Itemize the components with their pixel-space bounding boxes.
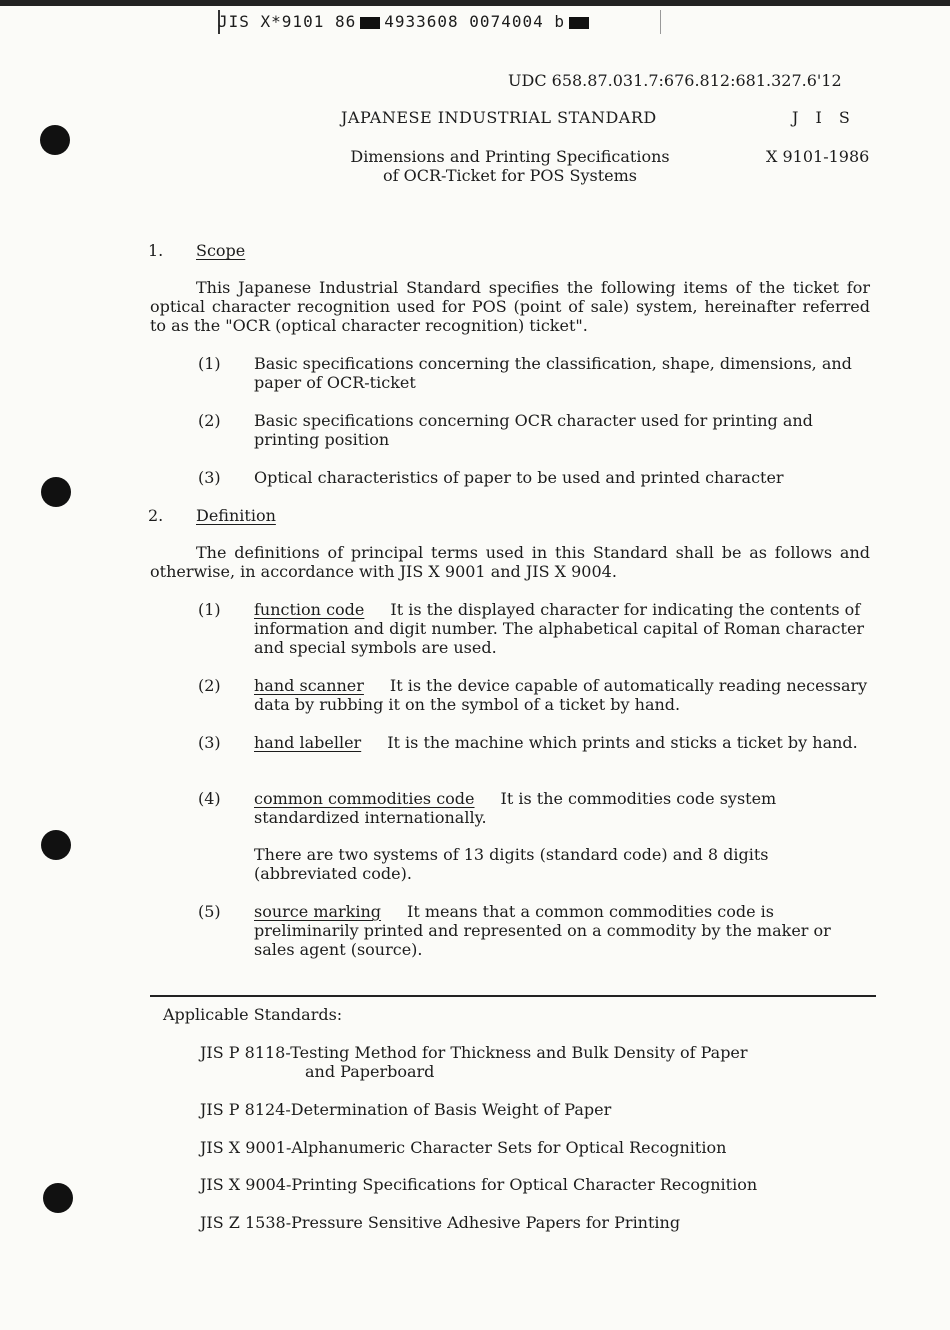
- definition-term: function code: [254, 600, 365, 619]
- section-2-heading: Definition: [196, 506, 276, 525]
- document-title: [330, 147, 690, 185]
- definition-item-number: (5): [198, 902, 221, 921]
- definition-item-number: (2): [198, 676, 221, 695]
- applicable-standards-title: Applicable Standards:: [163, 1005, 343, 1024]
- document-title-line2: of OCR-Ticket for POS Systems: [382, 166, 638, 185]
- barcode-block-icon: [360, 17, 380, 29]
- header-code-part2: 4933608 0074004 b: [384, 12, 565, 31]
- section-2-intro: The definitions of principal terms used in this Standard shall be as follows and otherwise, in accordance with JIS X 9001 and JIS X 9004.: [150, 543, 870, 581]
- definition-text: It is the commodities code system standardized internationally.: [254, 789, 777, 827]
- section-1-heading: Scope: [196, 241, 246, 260]
- document-title-line1: Dimensions and Printing Specifications: [350, 147, 670, 166]
- section-1-number: 1.: [148, 241, 164, 260]
- definition-text: It is the device capable of automatically reading necessary data by rubbing it on the symbol of a ticket by hand.: [254, 676, 868, 714]
- header-code: [218, 12, 593, 31]
- applicable-standard-continuation: and Paperboard: [305, 1062, 435, 1081]
- punch-hole-icon: [40, 125, 70, 155]
- scope-item-number: (1): [198, 354, 221, 373]
- header-code-part1: JIS X*9101 86: [218, 12, 357, 31]
- section-1-intro: This Japanese Industrial Standard specifies the following items of the ticket for optical character recognition used for POS (point of sale) system, hereinafter referred to as the "OCR (optical character recognition) ticket".: [150, 278, 870, 335]
- scope-item-text: Optical characteristics of paper to be used and printed character: [254, 468, 784, 487]
- applicable-standard: [200, 1175, 880, 1194]
- definition-term: source marking: [254, 902, 382, 921]
- document-number: X 9101-1986: [766, 147, 870, 166]
- udc-code: UDC 658.87.031.7:676.812:681.327.6'12: [508, 71, 842, 90]
- definition-text: It is the displayed character for indicating the contents of information and digit number. The alphabetical capital of Roman character and special symbols are used.: [254, 600, 865, 657]
- applicable-standard-line: JIS P 8118-Testing Method for Thickness and Bulk Density of Paper: [200, 1043, 748, 1062]
- definition-term: hand scanner: [254, 676, 364, 695]
- definition-item-number: (3): [198, 733, 221, 752]
- applicable-standard-line: JIS X 9001-Alphanumeric Character Sets for Optical Recognition: [200, 1138, 727, 1157]
- definition-item-number: (4): [198, 789, 221, 808]
- applicable-standard-line: JIS X 9004-Printing Specifications for Optical Character Recognition: [200, 1175, 758, 1194]
- definition-text: It is the machine which prints and sticks a ticket by hand.: [387, 733, 858, 752]
- punch-hole-icon: [41, 477, 71, 507]
- definition-item-number: (1): [198, 600, 221, 619]
- applicable-standard-line: JIS Z 1538-Pressure Sensitive Adhesive Papers for Printing: [200, 1213, 681, 1232]
- punch-hole-icon: [43, 1183, 73, 1213]
- definition-term: hand labeller: [254, 733, 362, 752]
- scope-item-text: Basic specifications concerning the classification, shape, dimensions, and paper of OCR-ticket: [254, 354, 852, 392]
- scope-item-number: (2): [198, 411, 221, 430]
- applicable-standard: [200, 1043, 880, 1081]
- punch-hole-icon: [41, 830, 71, 860]
- definition-extra-text: There are two systems of 13 digits (standard code) and 8 digits (abbreviated code).: [254, 845, 769, 883]
- section-2-number: 2.: [148, 506, 164, 525]
- scope-item-text: Basic specifications concerning OCR character used for printing and printing position: [254, 411, 813, 449]
- standard-title: JAPANESE INDUSTRIAL STANDARD: [341, 108, 657, 127]
- barcode-block-icon: [569, 17, 589, 29]
- definition-term: common commodities code: [254, 789, 475, 808]
- applicable-standard: [200, 1213, 880, 1232]
- scope-item-number: (3): [198, 468, 221, 487]
- applicable-standard: [200, 1100, 880, 1119]
- definition-text: It means that a common commodities code is preliminarily printed and represented on a commodity by the maker or sales agent (source).: [254, 902, 831, 959]
- jis-label: J I S: [792, 108, 856, 127]
- applicable-standard-line: JIS P 8124-Determination of Basis Weight of Paper: [200, 1100, 612, 1119]
- header-mark-right: [660, 10, 661, 34]
- top-border: [0, 0, 950, 6]
- applicable-standard: [200, 1138, 880, 1157]
- footnote-divider: [150, 995, 876, 997]
